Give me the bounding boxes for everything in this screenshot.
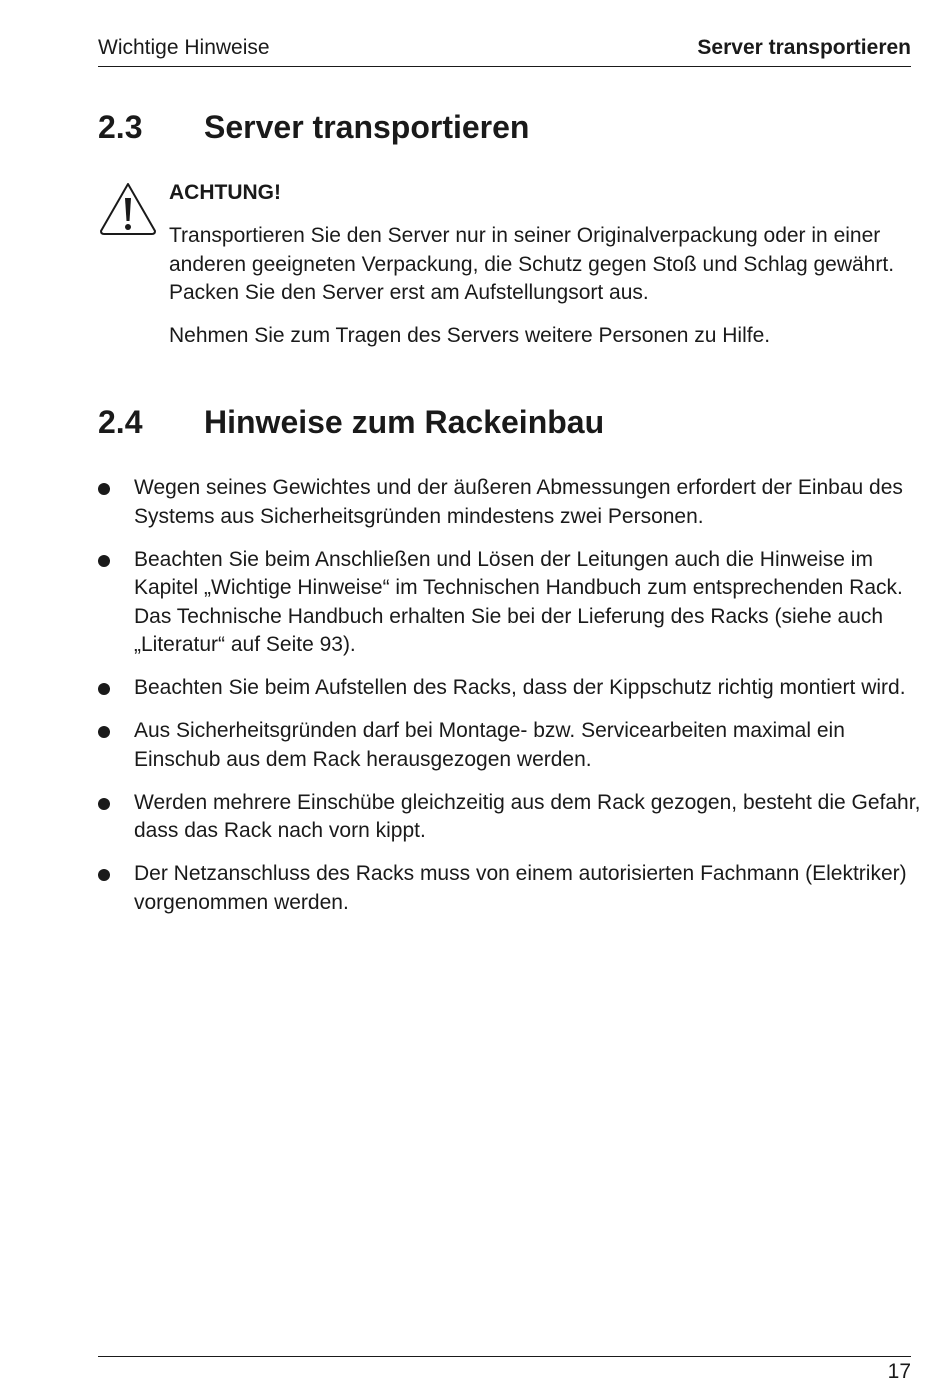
bullet-icon [98,555,110,567]
list-item [98,474,928,531]
list-item-text: Der Netzanschluss des Racks muss von einem autorisierten Fachmann (Elektriker) vorgenommen werden. [134,862,907,914]
section-heading-2-3 [98,107,529,147]
list-item-text: Beachten Sie beim Aufstellen des Racks, dass der Kippschutz richtig montiert wird. [134,676,906,699]
list-item-text: Wegen seines Gewichtes und der äußeren Abmessungen erfordert der Einbau des Systems aus Sicherheitsgründen mindestens zwei Personen. [134,476,903,528]
warning-title: ACHTUNG! [169,181,281,204]
list-item [98,674,928,703]
list-item [98,789,928,846]
bullet-icon [98,683,110,695]
header-chapter-title: Wichtige Hinweise [98,36,270,59]
list-item-text: Beachten Sie beim Anschließen und Lösen der Leitungen auch die Hinweise im Kapitel „Wichtige Hinweise“ im Technischen Handbuch zum entsprechenden Rack. Das Technische Handbuch erhalten Sie bei der Lieferung des Racks (siehe auch „Literatur“ auf Seite 93). [134,547,903,656]
bullet-list [98,474,928,932]
warning-paragraph: Nehmen Sie zum Tragen des Servers weitere Personen zu Hilfe. [169,324,771,347]
list-item-text: Werden mehrere Einschübe gleichzeitig aus dem Rack gezogen, besteht die Gefahr, dass das Rack nach vorn kippt. [134,790,921,842]
bullet-icon [98,483,110,495]
footer-rule [98,1356,911,1357]
section-title: Server transportieren [204,109,530,145]
section-number: 2.3 [98,109,143,145]
warning-paragraph: Transportieren Sie den Server nur in seiner Originalverpackung oder in einer anderen geeigneten Verpackung, die Schutz gegen Stoß und Schlag gewährt. Packen Sie den Server erst am Aufstellungsort aus. [169,224,895,304]
bullet-icon [98,726,110,738]
list-item [98,860,928,917]
section-title: Hinweise zum Rackeinbau [204,404,605,440]
header-section-title: Server transportieren [697,36,911,59]
page-number: 17 [887,1360,911,1383]
list-item [98,717,928,774]
running-header [98,34,911,67]
bullet-icon [98,798,110,810]
list-item [98,546,928,660]
list-item-text: Aus Sicherheitsgründen darf bei Montage- bzw. Servicearbeiten maximal ein Einschub aus dem Rack herausgezogen werden. [134,719,845,771]
warning-triangle-icon [98,181,158,237]
bullet-icon [98,869,110,881]
section-heading-2-4 [98,402,604,442]
section-number: 2.4 [98,404,143,440]
